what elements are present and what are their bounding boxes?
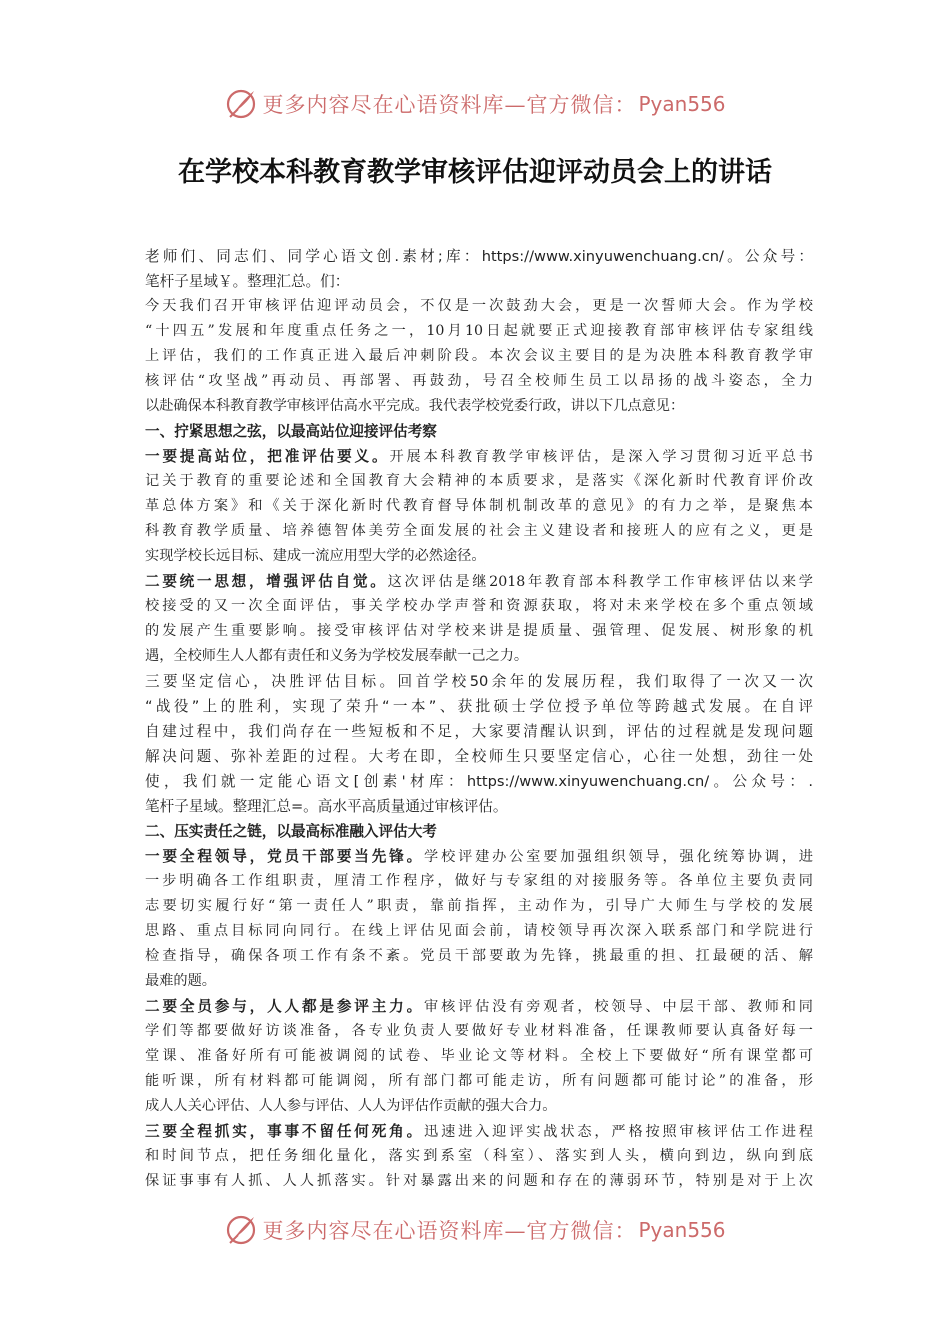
text-line: 解决问题、弥补差距的过程。大考在即，全校师生只要坚定信心，心往一处想，劲往一处 bbox=[145, 748, 813, 765]
text-line: 革总体方案》和《关于深化新时代教育督导体制机制改革的意见》的有力之举，是聚焦本 bbox=[145, 498, 813, 514]
text-line: 能听课，所有材料都可能调阅，所有部门都可能走访，所有问题都可能讨论”的准备，形 bbox=[145, 1073, 813, 1089]
text-line: “战役”上的胜利，实现了荣升“一本”、获批硕士学位授予单位等跨越式发展。在自评 bbox=[145, 698, 813, 715]
text-line: 最难的题。 bbox=[145, 973, 216, 989]
paragraph-text: 迅速进入迎评实战状态，严格按照审核评估工作进程 bbox=[424, 1124, 813, 1140]
text-line: 堂课、准备好所有可能被调阅的试卷、毕业论文等材料。全校上下要做好“所有课堂都可 bbox=[145, 1048, 813, 1064]
text-line: 笔杆子星域。整理汇总=。高水平高质量通过审核评估。 bbox=[145, 798, 508, 815]
watermark-banner-top bbox=[0, 84, 950, 124]
text-line: 记关于教育的重要论述和全国教育大会精神的本质要求，是落实《深化新时代教育评价改 bbox=[145, 473, 813, 489]
text-line: 的发展产生重要影响。接受审核评估对学校来讲是提质量、强管理、促发展、树形象的机 bbox=[145, 623, 813, 639]
paragraph-text: 开展本科教育教学审核评估，是深入学习贯彻习近平总书 bbox=[389, 449, 813, 465]
text-line: 今天我们召开审核评估迎评动员会，不仅是一次鼓劲大会，更是一次誓师大会。作为学校 bbox=[145, 298, 813, 314]
paragraph-text: 这次评估是继2018年教育部本科教学工作审核评估以来学 bbox=[387, 574, 813, 590]
text-line: 遇，全校师生人人都有责任和义务为学校发展奉献一己之力。 bbox=[145, 648, 529, 664]
document-body bbox=[145, 244, 813, 1194]
paragraph-text: 审核评估没有旁观者，校领导、中层干部、教师和同 bbox=[424, 999, 813, 1015]
banner-wechat-id: Pyan556 bbox=[638, 1218, 726, 1242]
paragraph-lead: 一要全程领导，党员干部要当先锋。 bbox=[145, 848, 425, 865]
paragraph-text: 学校评建办公室要加强组织领导，强化统筹协调，进 bbox=[424, 849, 813, 865]
text-line: 学们等都要做好访谈准备，各专业负责人要做好专业材料准备，任课教师要认真备好每一 bbox=[145, 1023, 813, 1039]
text-line: 核评估“攻坚战”再动员、再部署、再鼓劲，号召全校师生员工以昂扬的战斗姿态，全力 bbox=[145, 373, 813, 389]
text-line: 一步明确各工作组职责，厘清工作程序，做好与专家组的对接服务等。各单位主要负责同 bbox=[145, 873, 813, 889]
text-line: 老师们、同志们、同学心语文创.素材;库：https://www.xinyuwenchuang.cn/。公众号： bbox=[145, 248, 813, 265]
text-line: 保证事事有人抓、人人抓落实。针对暴露出来的问题和存在的薄弱环节，特别是对于上次 bbox=[145, 1173, 813, 1189]
text-line: “十四五”发展和年度重点任务之一，10月10日起就要正式迎接教育部审核评估专家组线 bbox=[145, 323, 813, 339]
text-line: 实现学校长远目标、建成一流应用型大学的必然途径。 bbox=[145, 548, 486, 564]
banner-text: 更多内容尽在心语资料库—官方微信： bbox=[262, 93, 637, 117]
text-line bbox=[145, 844, 813, 869]
feather-logo-icon bbox=[224, 1213, 258, 1247]
section-heading: 二、压实责任之链，以最高标准融入评估大考 bbox=[145, 823, 437, 840]
section-heading: 一、拧紧思想之弦，以最高站位迎接评估考察 bbox=[145, 423, 437, 440]
text-line: 检查指导，确保各项工作有条不紊。党员干部要敢为先锋，挑最重的担、扛最硬的活、解 bbox=[145, 948, 813, 964]
paragraph-lead: 二要全员参与，人人都是参评主力。 bbox=[145, 998, 425, 1015]
watermark-banner-bottom bbox=[0, 1210, 950, 1250]
banner-wechat-id: Pyan556 bbox=[638, 92, 726, 116]
text-line bbox=[145, 1119, 813, 1144]
paragraph-lead: 三要全程抓实，事事不留任何死角。 bbox=[145, 1123, 425, 1140]
paragraph-lead: 一要提高站位，把准评估要义。 bbox=[145, 448, 390, 465]
text-line bbox=[145, 569, 813, 594]
text-line: 三要坚定信心，决胜评估目标。回首学校50余年的发展历程，我们取得了一次又一次 bbox=[145, 673, 813, 690]
text-line: 上评估，我们的工作真正进入最后冲刺阶段。本次会议主要目的是为决胜本科教育教学审 bbox=[145, 348, 813, 364]
document-title: 在学校本科教育教学审核评估迎评动员会上的讲话 bbox=[178, 157, 772, 188]
text-line: 成人人关心评估、人人参与评估、人人为评估作贡献的强大合力。 bbox=[145, 1098, 557, 1114]
text-line: 自建过程中，我们尚存在一些短板和不足，大家要清醒认识到，评估的过程就是发现问题 bbox=[145, 723, 813, 740]
text-line bbox=[145, 994, 813, 1019]
feather-logo-icon bbox=[224, 87, 258, 121]
text-line: 笔杆子星域￥。整理汇总。们： bbox=[145, 273, 350, 290]
text-line: 校接受的又一次全面评估，事关学校办学声誉和资源获取，将对未来学校在多个重点领域 bbox=[145, 598, 813, 614]
text-line: 科教育教学质量、培养德智体美劳全面发展的社会主义建设者和接班人的应有之义，更是 bbox=[145, 523, 813, 539]
banner-text: 更多内容尽在心语资料库—官方微信： bbox=[262, 1219, 637, 1243]
text-line: 思路、重点目标同向同行。在线上评估见面会前，请校领导再次深入联系部门和学院进行 bbox=[145, 923, 813, 939]
text-line: 志要切实履行好“第一责任人”职责，靠前指挥，主动作为，引导广大师生与学校的发展 bbox=[145, 898, 813, 914]
text-line bbox=[145, 444, 813, 469]
paragraph-lead: 二要统一思想，增强评估自觉。 bbox=[145, 573, 388, 590]
text-line: 以赴确保本科教育教学审核评估高水平完成。我代表学校党委行政，讲以下几点意见： bbox=[145, 398, 685, 414]
text-line: 使，我们就一定能心语文[创素'材库：https://www.xinyuwenchuang.cn/。公众号：. bbox=[145, 773, 813, 790]
text-line: 和时间节点，把任务细化量化，落实到系室（科室）、落实到人头，横向到边，纵向到底 bbox=[145, 1148, 813, 1164]
